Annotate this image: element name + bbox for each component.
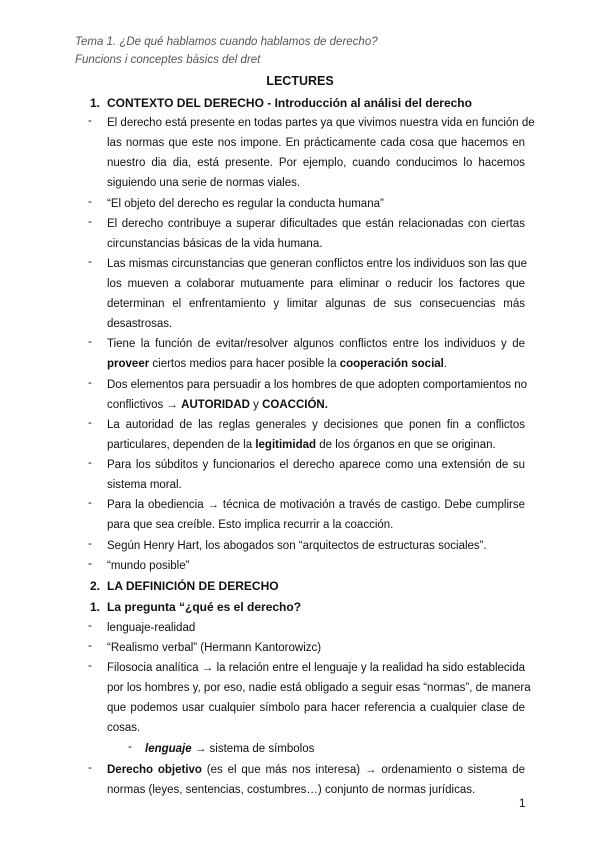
bullet-dash: - bbox=[88, 558, 92, 570]
bullet-dash: - bbox=[88, 115, 92, 127]
bullet-dash: - bbox=[88, 620, 92, 632]
emphasis: cooperación social bbox=[339, 358, 444, 370]
emphasis: lenguaje bbox=[145, 743, 192, 755]
paragraph-line: particulares, dependen de la legitimidad de los órganos en que se originan. bbox=[107, 439, 496, 451]
paragraph-line: La autoridad de las reglas generales y decisiones que ponen fin a conflictos bbox=[107, 419, 525, 431]
paragraph-line: que podemos usar cualquier símbolo para hacer referencia a cualquier clase de bbox=[107, 702, 525, 714]
emphasis: AUTORIDAD bbox=[181, 399, 250, 411]
paragraph-line: Dos elementos para persuadir a los hombres de que adopten comportamientos no bbox=[107, 379, 527, 391]
bullet-dash: - bbox=[88, 256, 92, 268]
bullet-dash: - bbox=[88, 538, 92, 550]
paragraph-line: “Realismo verbal” (Hermann Kantorowizc) bbox=[107, 642, 322, 654]
paragraph-line: conflictivos → AUTORIDAD y COACCIÓN. bbox=[107, 399, 328, 411]
paragraph-line: Según Henry Hart, los abogados son “arquitectos de estructuras sociales”. bbox=[107, 540, 487, 552]
paragraph-line: Para los súbditos y funcionarios el derecho aparece como una extensión de su bbox=[107, 459, 525, 471]
paragraph-line: Derecho objetivo (es el que más nos interesa) → ordenamiento o sistema de bbox=[107, 764, 525, 776]
paragraph-line: para que sea creíble. Esto implica recurrir a la coacción. bbox=[107, 519, 394, 531]
paragraph-line: por los hombres y, por eso, nadie está obligado a seguir esas “normas”, de manera bbox=[107, 682, 531, 694]
paragraph-line: sistema moral. bbox=[107, 479, 182, 491]
bullet-dash: - bbox=[88, 417, 92, 429]
paragraph-line: circunstancias básicas de la vida humana. bbox=[107, 238, 323, 250]
paragraph-line: “mundo posible” bbox=[107, 560, 190, 572]
paragraph-line: lenguaje → sistema de símbolos bbox=[145, 743, 315, 755]
paragraph-line: Filosocia analítica → la relación entre el lenguaje y la realidad ha sido establecida bbox=[107, 662, 525, 674]
paragraph-line: Para la obediencia → técnica de motivación a través de castigo. Debe cumplirse bbox=[107, 499, 525, 511]
bullet-dash: - bbox=[88, 497, 92, 509]
paragraph-line: desastrosas. bbox=[107, 318, 173, 330]
bullet-dash: - bbox=[88, 640, 92, 652]
paragraph-line: Las mismas circunstancias que generan conflictos entre los individuos son las que bbox=[107, 258, 527, 270]
subsection-1-number: 1. bbox=[90, 600, 101, 614]
doc-header-subject: Funcions i conceptes bàsics del dret bbox=[75, 54, 261, 66]
paragraph-line: las normas que este nos impone. En prácticamente cada cosa que hacemos en bbox=[107, 137, 525, 149]
bullet-dash: - bbox=[88, 377, 92, 389]
paragraph-line: cosas. bbox=[107, 722, 141, 734]
paragraph-line: El derecho contribuye a superar dificultades que están relacionadas con ciertas bbox=[107, 218, 525, 230]
section-1-heading: CONTEXTO DEL DERECHO - Introducción al análisi del derecho bbox=[107, 96, 472, 110]
bullet-dash: - bbox=[88, 336, 92, 348]
doc-header-topic: Tema 1. ¿De qué hablamos cuando hablamos de derecho? bbox=[75, 36, 378, 48]
bullet-dash: - bbox=[128, 741, 132, 753]
page-title: LECTURES bbox=[266, 74, 334, 88]
bullet-dash: - bbox=[88, 762, 92, 774]
paragraph-line: El derecho está presente en todas partes ya que vivimos nuestra vida en función de bbox=[107, 117, 535, 129]
page-number: 1 bbox=[519, 798, 526, 810]
paragraph-line: nuestro dia dia, está presente. Por ejemplo, cuando conducimos lo hacemos bbox=[107, 157, 525, 169]
quote-line: “El objeto del derecho es regular la conducta humana” bbox=[107, 198, 384, 210]
section-2-heading: LA DEFINICIÓN DE DERECHO bbox=[107, 579, 279, 593]
bullet-dash: - bbox=[88, 196, 92, 208]
bullet-dash: - bbox=[88, 660, 92, 672]
bullet-dash: - bbox=[88, 457, 92, 469]
paragraph-line: normas (leyes, sentencias, costumbres…) conjunto de normas jurídicas. bbox=[107, 784, 476, 796]
subsection-1-heading: La pregunta “¿qué es el derecho? bbox=[107, 600, 302, 614]
paragraph-line: Tiene la función de evitar/resolver algunos conflictos entre los individuos y de bbox=[107, 338, 525, 350]
paragraph-line: lenguaje-realidad bbox=[107, 622, 196, 634]
section-2-number: 2. bbox=[90, 579, 101, 593]
paragraph-line: proveer ciertos medios para hacer posible la cooperación social. bbox=[107, 358, 448, 370]
emphasis: legitimidad bbox=[255, 439, 317, 451]
bullet-dash: - bbox=[88, 216, 92, 228]
paragraph-line: siguiendo una serie de normas viales. bbox=[107, 177, 301, 189]
emphasis: proveer bbox=[107, 358, 150, 370]
emphasis: Derecho objetivo bbox=[107, 764, 202, 776]
paragraph-line: determinan el enfrentamiento y limitar algunas de sus consecuencias más bbox=[107, 298, 525, 310]
section-1-number: 1. bbox=[90, 96, 101, 110]
paragraph-line: los mueven a colaborar mutuamente para eliminar o reducir los factores que bbox=[107, 278, 525, 290]
emphasis: COACCIÓN. bbox=[262, 399, 328, 411]
